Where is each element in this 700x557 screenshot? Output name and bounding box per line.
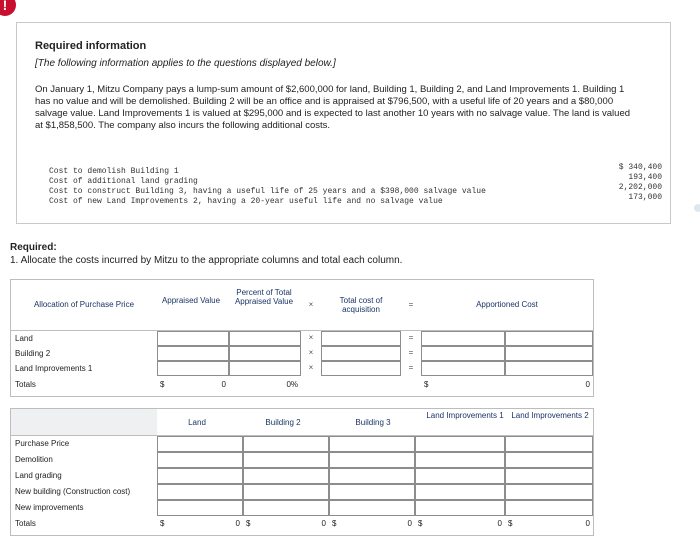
cost-row <box>49 197 609 206</box>
land-improvements-2-input[interactable] <box>505 436 593 452</box>
allocation-header: Allocation of Purchase Price <box>33 300 135 309</box>
total-cost-input[interactable] <box>321 331 401 346</box>
row-label-land-grading: Land grading <box>15 471 62 480</box>
row-label-demolition: Demolition <box>15 455 53 464</box>
column-header-building-3: Building 3 <box>355 418 391 427</box>
times-symbol: × <box>308 363 314 372</box>
cost-value: 173,000 <box>628 193 662 202</box>
times-header: × <box>308 300 314 309</box>
cost-row <box>49 187 609 196</box>
land-improvements-1-input[interactable] <box>415 452 505 468</box>
row-label-land: Land <box>15 334 33 343</box>
required-heading: Required: <box>10 242 57 253</box>
equals-symbol: = <box>408 333 414 342</box>
cost-value: 193,400 <box>628 173 662 182</box>
row-label-new-building: New building (Construction cost) <box>15 487 131 496</box>
column-header-land: Land <box>188 418 206 427</box>
panel-title: Required information <box>35 40 147 52</box>
dollar-sign: $ <box>418 519 423 528</box>
percent-total: 0% <box>286 380 298 389</box>
percent-input[interactable] <box>229 361 301 376</box>
apportioned-header: Apportioned Cost <box>476 300 538 309</box>
cost-row <box>49 167 609 176</box>
cost-allocation-table <box>10 408 594 536</box>
building-2-input[interactable] <box>243 436 329 452</box>
building-3-input[interactable] <box>329 468 415 484</box>
total-cost-input[interactable] <box>321 346 401 361</box>
equals-symbol: = <box>408 363 414 372</box>
blank-header <box>11 409 157 435</box>
dollar-sign: $ <box>332 519 337 528</box>
row-label-totals: Totals <box>15 519 36 528</box>
building-2-input[interactable] <box>243 452 329 468</box>
building-2-total: 0 <box>321 519 326 528</box>
building-3-input[interactable] <box>329 452 415 468</box>
alert-icon: ! <box>0 0 16 16</box>
apportioned-total: 0 <box>585 380 590 389</box>
appraised-input[interactable] <box>157 331 229 346</box>
times-symbol: × <box>308 348 314 357</box>
land-input[interactable] <box>157 484 243 500</box>
equals-symbol: = <box>408 348 414 357</box>
dollar-sign: $ <box>508 519 513 528</box>
appraised-total: 0 <box>221 380 226 389</box>
apportioned-input[interactable] <box>421 331 505 346</box>
building-2-input[interactable] <box>243 500 329 516</box>
building-3-input[interactable] <box>329 484 415 500</box>
cost-label: Cost to construct Building 3, having a useful life of 25 years and a $398,000 salvage value <box>49 187 486 196</box>
land-improvements-2-input[interactable] <box>505 484 593 500</box>
land-improvements-2-input[interactable] <box>505 500 593 516</box>
building-3-total: 0 <box>407 519 412 528</box>
scroll-indicator <box>694 204 700 212</box>
row-label-new-improvements: New improvements <box>15 503 84 512</box>
total-cost-input[interactable] <box>321 361 401 376</box>
total-cost-header: Total cost of acquisition <box>339 296 383 314</box>
building-3-input[interactable] <box>329 500 415 516</box>
land-improvements-2-total: 0 <box>585 519 590 528</box>
problem-paragraph: On January 1, Mitzu Company pays a lump-sum amount of $2,600,000 for land, Building 1, Building 2, and Land Improvements 1. Building 1 has no value and will be demolished. Building 2 will be an office and is appraised at $796,500, with a useful life of 20 years and a $80,000 salvage value. Land Improvements 1 is valued at $295,000 and is expected to last another 10 years with no salvage value. The land is valued at $1,858,500. The company also incurs the following additional costs. <box>35 84 631 131</box>
apportioned-input[interactable] <box>505 331 593 346</box>
apportioned-input[interactable] <box>505 346 593 361</box>
panel-note: [The following information applies to the questions displayed below.] <box>35 58 336 69</box>
cost-label: Cost of additional land grading <box>49 177 198 186</box>
percent-header: Percent of Total Appraised Value <box>234 288 294 306</box>
column-header-building-2: Building 2 <box>265 418 301 427</box>
land-input[interactable] <box>157 468 243 484</box>
cost-row <box>49 177 609 186</box>
land-input[interactable] <box>157 436 243 452</box>
cost-label: Cost to demolish Building 1 <box>49 167 179 176</box>
land-improvements-1-input[interactable] <box>415 436 505 452</box>
land-improvements-2-input[interactable] <box>505 452 593 468</box>
land-improvements-2-input[interactable] <box>505 468 593 484</box>
required-question: 1. Allocate the costs incurred by Mitzu to the appropriate columns and total each column. <box>10 255 403 266</box>
percent-input[interactable] <box>229 331 301 346</box>
dollar-sign: $ <box>160 519 165 528</box>
column-header-land-improvements-2: Land Improvements 2 <box>511 411 589 420</box>
land-input[interactable] <box>157 452 243 468</box>
land-improvements-1-total: 0 <box>497 519 502 528</box>
dollar-sign: $ <box>424 380 429 389</box>
times-symbol: × <box>308 333 314 342</box>
required-information-panel <box>16 22 671 224</box>
dollar-sign: $ <box>246 519 251 528</box>
allocation-table <box>10 279 594 397</box>
land-improvements-1-input[interactable] <box>415 468 505 484</box>
land-improvements-1-input[interactable] <box>415 500 505 516</box>
column-header-land-improvements-1: Land Improvements 1 <box>426 411 504 420</box>
land-input[interactable] <box>157 500 243 516</box>
cost-value: $ 340,400 <box>618 163 662 172</box>
row-label-totals: Totals <box>15 380 36 389</box>
building-3-input[interactable] <box>329 436 415 452</box>
appraised-input[interactable] <box>157 346 229 361</box>
row-label-land-improvements-1: Land Improvements 1 <box>15 364 93 373</box>
building-2-input[interactable] <box>243 484 329 500</box>
apportioned-input[interactable] <box>421 346 505 361</box>
land-improvements-1-input[interactable] <box>415 484 505 500</box>
cost-value: 2,202,000 <box>618 183 662 192</box>
percent-input[interactable] <box>229 346 301 361</box>
row-label-purchase-price: Purchase Price <box>15 439 70 448</box>
appraised-input[interactable] <box>157 361 229 376</box>
equals-header: = <box>408 300 414 309</box>
row-label-building-2: Building 2 <box>15 349 51 358</box>
building-2-input[interactable] <box>243 468 329 484</box>
appraised-header: Appraised Value <box>161 296 221 305</box>
cost-label: Cost of new Land Improvements 2, having a 20-year useful life and no salvage value <box>49 197 443 206</box>
land-total: 0 <box>235 519 240 528</box>
dollar-sign: $ <box>160 380 165 389</box>
apportioned-input[interactable] <box>421 361 505 376</box>
apportioned-input[interactable] <box>505 361 593 376</box>
